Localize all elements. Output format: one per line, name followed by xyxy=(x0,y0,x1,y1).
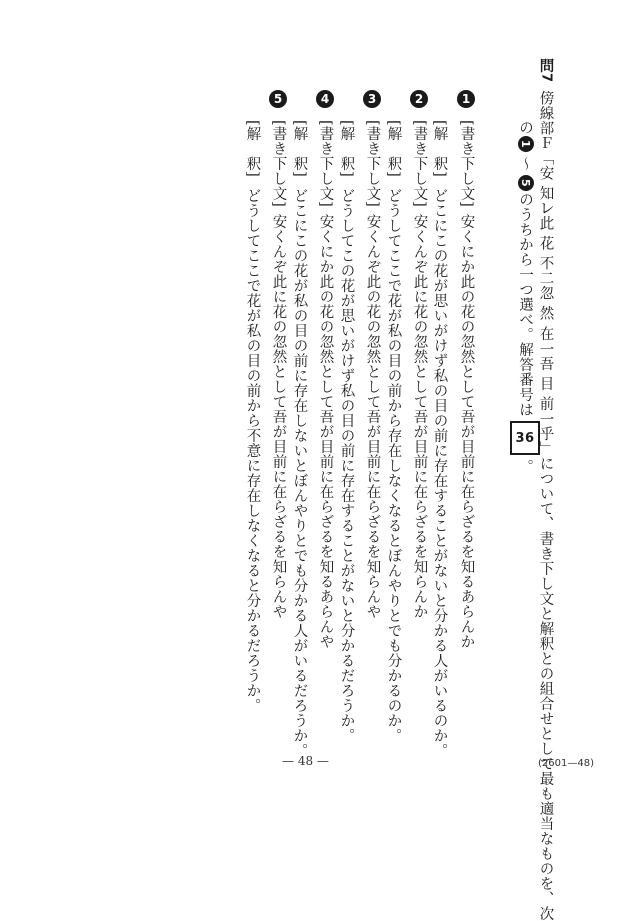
option-1-kakikudashi-label: [書き下し文] xyxy=(458,120,475,208)
option-5-kaishaku: どうしてここで花が私の目の前から不意に存在しなくなると分かるだろうか。 xyxy=(244,188,261,713)
option-1-kaishaku: どこにこの花が思いがけず私の目の前に存在することがないと分かる人がいるのか。 xyxy=(431,188,448,758)
option-4-kaishaku-label: [解 釈] xyxy=(291,120,308,178)
question-text: 傍線部Ｆ「安 知㆑此 花 不㆓忽 然 在㆒吾 目 前㆒乎」について、書き下し文と解釈との組合せとして最も適当なものを、次 xyxy=(537,90,554,921)
option-3-kakikudashi-label: [書き下し文] xyxy=(364,120,381,208)
option-1-kakikudashi: 安くにか此の花の忽然として吾が目前に在らざるを知るあらんか xyxy=(458,214,475,649)
range-tilde: ～ xyxy=(517,156,533,171)
answer-number-box[interactable]: 36 xyxy=(510,421,540,455)
question-line2-middle: のうちから一つ選べ。解答番号は xyxy=(517,192,533,417)
option-2-kakikudashi: 安くんぞ此に花の忽然として吾が目前に在らざるを知らんか xyxy=(411,214,428,619)
option-4-kakikudashi-label: [書き下し文] xyxy=(317,120,334,208)
option-3-kaishaku: どうしてこの花が思いがけず私の目の前に存在することがないと分かるだろうか。 xyxy=(338,188,355,743)
option-4-kaishaku: どこにこの花が私の目の前に存在しないとぼんやりとでも分かる人がいるだろうか。 xyxy=(291,188,308,758)
option-3-kakikudashi: 安くんぞ此の花の忽然として吾が目前に在らざるを知らんや xyxy=(364,214,381,619)
option-number-1: 1 xyxy=(457,90,475,108)
option-5-kakikudashi-label: [書き下し文] xyxy=(270,120,287,208)
question-line-2 xyxy=(510,120,540,474)
document-code: (2601—48) xyxy=(538,758,594,769)
range-end-number: 5 xyxy=(518,175,534,191)
option-2-kaishaku: どうしてここで花が私の目の前から存在しなくなるとぼんやりとでも分かるのか。 xyxy=(385,188,402,743)
option-number-5: 5 xyxy=(269,90,287,108)
option-3-kaishaku-label: [解 釈] xyxy=(338,120,355,178)
option-1-kaishaku-label: [解 釈] xyxy=(431,120,448,178)
option-5-kakikudashi: 安くんぞ此に花の忽然として吾が目前に在らざるを知らんや xyxy=(270,214,287,619)
option-4-kakikudashi: 安くにか此の花の忽然として吾が目前に在らざるを知るあらんや xyxy=(317,214,334,649)
question-line2-prefix: の xyxy=(517,120,533,135)
question-line2-suffix: 。 xyxy=(517,459,533,474)
option-2-kaishaku-label: [解 釈] xyxy=(385,120,402,178)
option-2-kakikudashi-label: [書き下し文] xyxy=(411,120,428,208)
option-number-3: 3 xyxy=(363,90,381,108)
option-number-4: 4 xyxy=(316,90,334,108)
range-start-number: 1 xyxy=(518,136,534,152)
page-number: — 48 — xyxy=(282,754,329,768)
question-line-1 xyxy=(538,58,553,921)
option-number-2: 2 xyxy=(410,90,428,108)
question-label: 問7 xyxy=(537,58,555,83)
option-5-kaishaku-label: [解 釈] xyxy=(244,120,261,178)
